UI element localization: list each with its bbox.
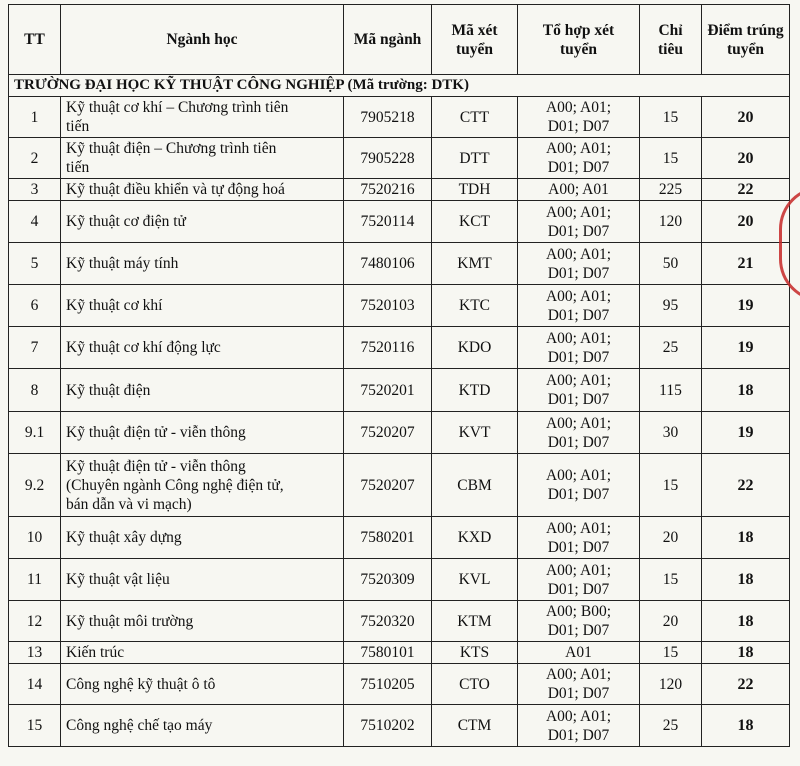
header-quota: Chỉ tiêu <box>640 5 702 75</box>
row-admission-code: KTS <box>432 642 518 664</box>
row-major-name-line: Kỹ thuật điện <box>66 381 151 399</box>
row-cutoff-score: 20 <box>702 97 790 138</box>
header-admission-code: Mã xét tuyển <box>432 5 518 75</box>
row-major-name <box>61 601 344 642</box>
row-tt: 5 <box>9 243 61 285</box>
row-quota: 20 <box>640 601 702 642</box>
row-tt: 2 <box>9 138 61 179</box>
row-subject-combo: A00; A01; D01; D07 <box>518 243 640 285</box>
row-major-name-line: Kỹ thuật môi trường <box>66 612 194 630</box>
header-tt: TT <box>9 5 61 75</box>
row-subject-combo: A00; A01; D01; D07 <box>518 664 640 705</box>
row-major-name <box>61 179 344 201</box>
row-tt: 11 <box>9 559 61 601</box>
row-tt: 15 <box>9 705 61 747</box>
table-row <box>9 369 790 412</box>
admissions-table <box>8 4 790 747</box>
table-row <box>9 642 790 664</box>
row-admission-code: CBM <box>432 454 518 517</box>
row-tt: 8 <box>9 369 61 412</box>
table-row <box>9 243 790 285</box>
row-major-name-line: Kỹ thuật điện tử - viễn thông <box>66 424 246 441</box>
row-subject-combo: A00; B00; D01; D07 <box>518 601 640 642</box>
row-admission-code: CTT <box>432 97 518 138</box>
header-major-code: Mã ngành <box>344 5 432 75</box>
row-major-name <box>61 559 344 601</box>
row-major-name <box>61 369 344 412</box>
row-major-name-line: bán dẫn và vi mạch) <box>66 495 192 513</box>
row-major-name-line: Kỹ thuật cơ khí – Chương trình tiên <box>66 99 289 116</box>
row-subject-combo: A00; A01; D01; D07 <box>518 201 640 243</box>
row-cutoff-score: 18 <box>702 601 790 642</box>
row-subject-combo: A00; A01; D01; D07 <box>518 97 640 138</box>
row-subject-combo: A00; A01; D01; D07 <box>518 327 640 369</box>
row-admission-code: KVT <box>432 412 518 454</box>
row-tt: 9.1 <box>9 412 61 454</box>
row-admission-code: CTM <box>432 705 518 747</box>
row-major-name <box>61 285 344 327</box>
row-major-name <box>61 97 344 138</box>
row-tt: 9.2 <box>9 454 61 517</box>
row-cutoff-score: 18 <box>702 517 790 559</box>
row-admission-code: KVL <box>432 559 518 601</box>
row-cutoff-score: 20 <box>702 138 790 179</box>
header-row <box>9 5 790 75</box>
row-quota: 120 <box>640 201 702 243</box>
row-cutoff-score: 20 <box>702 201 790 243</box>
row-cutoff-score: 22 <box>702 664 790 705</box>
row-major-code: 7905218 <box>344 97 432 138</box>
row-admission-code: KCT <box>432 201 518 243</box>
row-cutoff-score: 22 <box>702 454 790 517</box>
row-admission-code: KTD <box>432 369 518 412</box>
row-major-name-line: tiến <box>66 159 90 176</box>
row-admission-code: TDH <box>432 179 518 201</box>
row-major-name-line: (Chuyên ngành Công nghệ điện tử, <box>66 476 284 494</box>
row-quota: 25 <box>640 705 702 747</box>
row-major-name <box>61 412 344 454</box>
row-major-name <box>61 327 344 369</box>
row-cutoff-score: 18 <box>702 705 790 747</box>
row-cutoff-score: 18 <box>702 642 790 664</box>
row-cutoff-score: 18 <box>702 369 790 412</box>
row-major-name-line: Kỹ thuật máy tính <box>66 255 179 272</box>
row-cutoff-score: 19 <box>702 327 790 369</box>
row-subject-combo: A00; A01; D01; D07 <box>518 705 640 747</box>
row-major-name-line: Kỹ thuật cơ điện tử <box>66 213 186 230</box>
row-major-name <box>61 664 344 705</box>
row-major-code: 7480106 <box>344 243 432 285</box>
row-tt: 10 <box>9 517 61 559</box>
table-row <box>9 412 790 454</box>
row-subject-combo: A00; A01; D01; D07 <box>518 369 640 412</box>
row-quota: 25 <box>640 327 702 369</box>
table-row <box>9 517 790 559</box>
row-tt: 7 <box>9 327 61 369</box>
row-major-name-line: Kỹ thuật điều khiển và tự động hoá <box>66 181 285 198</box>
row-major-name <box>61 138 344 179</box>
row-admission-code: KDO <box>432 327 518 369</box>
row-quota: 15 <box>640 138 702 179</box>
row-major-name-line: Kỹ thuật xây dựng <box>66 529 182 546</box>
row-subject-combo: A00; A01; D01; D07 <box>518 412 640 454</box>
header-subject-combo: Tổ hợp xét tuyển <box>518 5 640 75</box>
row-tt: 4 <box>9 201 61 243</box>
row-quota: 225 <box>640 179 702 201</box>
row-major-code: 7520207 <box>344 412 432 454</box>
table-row <box>9 454 790 517</box>
row-subject-combo: A00; A01; D01; D07 <box>518 559 640 601</box>
row-quota: 50 <box>640 243 702 285</box>
row-quota: 15 <box>640 454 702 517</box>
row-major-code: 7580101 <box>344 642 432 664</box>
row-cutoff-score: 19 <box>702 285 790 327</box>
row-major-code: 7520216 <box>344 179 432 201</box>
school-label: TRƯỜNG ĐẠI HỌC KỸ THUẬT CÔNG NGHIỆP (Mã trường: DTK) <box>9 75 790 97</box>
table-row <box>9 601 790 642</box>
row-admission-code: KMT <box>432 243 518 285</box>
row-cutoff-score: 22 <box>702 179 790 201</box>
row-cutoff-score: 18 <box>702 559 790 601</box>
row-tt: 1 <box>9 97 61 138</box>
row-subject-combo: A00; A01; D01; D07 <box>518 285 640 327</box>
row-quota: 15 <box>640 642 702 664</box>
row-major-name <box>61 642 344 664</box>
row-cutoff-score: 21 <box>702 243 790 285</box>
row-tt: 13 <box>9 642 61 664</box>
row-major-name <box>61 517 344 559</box>
row-subject-combo: A00; A01 <box>518 179 640 201</box>
table-row <box>9 705 790 747</box>
row-subject-combo: A00; A01; D01; D07 <box>518 138 640 179</box>
row-major-code: 7520103 <box>344 285 432 327</box>
row-major-name <box>61 243 344 285</box>
row-major-name-line: Kỹ thuật cơ khí động lực <box>66 339 221 356</box>
header-major: Ngành học <box>61 5 344 75</box>
row-major-name-line: Kiến trúc <box>66 644 125 661</box>
row-major-name-line: tiến <box>66 118 90 135</box>
table-row <box>9 285 790 327</box>
row-admission-code: CTO <box>432 664 518 705</box>
row-major-name-line: Kỹ thuật cơ khí <box>66 297 163 314</box>
table-row <box>9 179 790 201</box>
row-major-code: 7520320 <box>344 601 432 642</box>
row-admission-code: KTC <box>432 285 518 327</box>
row-tt: 12 <box>9 601 61 642</box>
row-subject-combo: A00; A01; D01; D07 <box>518 517 640 559</box>
row-major-name-line: Công nghệ kỹ thuật ô tô <box>66 675 216 693</box>
row-major-code: 7520114 <box>344 201 432 243</box>
row-major-name-line: Kỹ thuật điện – Chương trình tiên <box>66 140 277 157</box>
row-admission-code: DTT <box>432 138 518 179</box>
table-row <box>9 201 790 243</box>
row-quota: 95 <box>640 285 702 327</box>
row-major-code: 7520207 <box>344 454 432 517</box>
header-cutoff: Điểm trúng tuyển <box>702 5 790 75</box>
row-quota: 120 <box>640 664 702 705</box>
row-tt: 3 <box>9 179 61 201</box>
row-quota: 20 <box>640 517 702 559</box>
table-row <box>9 97 790 138</box>
row-quota: 115 <box>640 369 702 412</box>
row-major-name <box>61 201 344 243</box>
table-row <box>9 138 790 179</box>
row-major-code: 7510205 <box>344 664 432 705</box>
row-major-name <box>61 705 344 747</box>
row-major-name <box>61 454 344 517</box>
row-tt: 6 <box>9 285 61 327</box>
row-quota: 15 <box>640 97 702 138</box>
table-row <box>9 559 790 601</box>
school-row <box>9 75 790 97</box>
row-cutoff-score: 19 <box>702 412 790 454</box>
row-major-code: 7580201 <box>344 517 432 559</box>
table-row <box>9 327 790 369</box>
table-row <box>9 664 790 705</box>
row-major-code: 7520116 <box>344 327 432 369</box>
row-subject-combo: A00; A01; D01; D07 <box>518 454 640 517</box>
row-subject-combo: A01 <box>518 642 640 664</box>
row-major-code: 7520201 <box>344 369 432 412</box>
row-admission-code: KTM <box>432 601 518 642</box>
row-tt: 14 <box>9 664 61 705</box>
row-major-name-line: Kỹ thuật vật liệu <box>66 571 170 588</box>
row-major-code: 7510202 <box>344 705 432 747</box>
row-quota: 15 <box>640 559 702 601</box>
row-major-code: 7520309 <box>344 559 432 601</box>
row-major-name-line: Công nghệ chế tạo máy <box>66 717 213 734</box>
row-admission-code: KXD <box>432 517 518 559</box>
row-major-code: 7905228 <box>344 138 432 179</box>
row-quota: 30 <box>640 412 702 454</box>
row-major-name-line: Kỹ thuật điện tử - viễn thông <box>66 457 246 475</box>
